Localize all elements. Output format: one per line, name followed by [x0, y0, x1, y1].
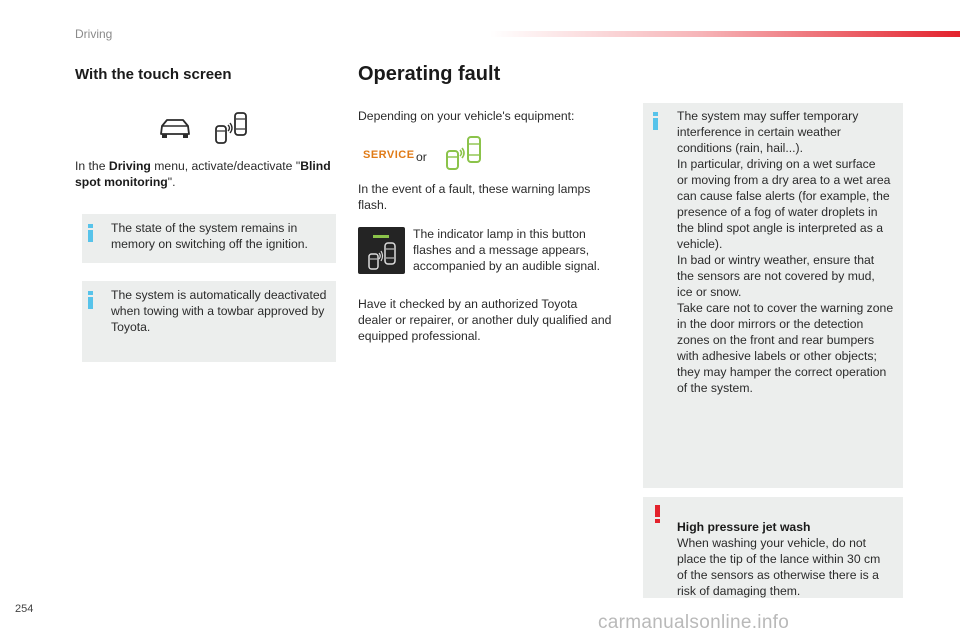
- or-text: or: [416, 150, 427, 164]
- warning-icon: [655, 505, 660, 523]
- function-name: Blind spot monitoring: [75, 159, 331, 189]
- info-icon: [653, 112, 658, 130]
- blind-spot-icon: [213, 112, 249, 144]
- warning-title: High pressure jet wash: [677, 520, 811, 534]
- car-icon: [158, 116, 192, 140]
- have-checked-text: Have it checked by an authorized Toyota dealer or repairer, or another duly qualified and equipped professional.: [358, 297, 612, 343]
- fault-flash-text: In the event of a fault, these warning lamps flash.: [358, 182, 591, 212]
- info-note-towing: The system is automatically deactivated when towing with a towbar approved by Toyota.: [82, 281, 336, 362]
- info-note-weather: The system may suffer temporary interference in certain weather conditions (rain, hail...). In particular, driving on a wet surface or moving from a dry area to a wet area can cause false alerts (for example, the presence of a fog of water droplets in the blind spot angle is interpreted as a vehicle). In bad or wintry weather, ensure that the sensors are not covered by mud, ice or snow. Take care not to cover the warning zone in the door mirrors or the detection zones on the front and rear bumpers with adhesive labels or other objects; they may hamper the correct operation of the system.: [643, 103, 903, 488]
- service-warning-lamp: SERVICE: [363, 149, 415, 161]
- section-title: Operating fault: [358, 63, 501, 85]
- warning-note-jet-wash: [643, 497, 903, 598]
- header-accent-bar: [490, 31, 960, 37]
- menu-instruction: In the Driving menu, activate/deactivate "Blind spot monitoring".: [75, 159, 331, 189]
- indicator-button-icon: [358, 227, 405, 274]
- info-icon: [88, 291, 93, 309]
- indicator-lamp-text: The indicator lamp in this button flashes and a message appears, accompanied by an audible signal.: [413, 227, 601, 273]
- menu-name: Driving: [108, 159, 151, 173]
- warning-text: When washing your vehicle, do not place the tip of the lance within 30 cm of the sensors as otherwise there is a risk of damaging them.: [677, 536, 881, 598]
- watermark: carmanualsonline.info: [598, 612, 790, 633]
- equipment-intro: Depending on your vehicle's equipment:: [358, 109, 575, 123]
- left-heading: With the touch screen: [75, 66, 232, 83]
- info-icon: [88, 224, 93, 242]
- info-note-memory: The state of the system remains in memory on switching off the ignition.: [82, 214, 336, 263]
- section-label: Driving: [75, 27, 113, 41]
- blind-spot-warning-lamp: [444, 135, 484, 171]
- page-number: 254: [15, 603, 34, 615]
